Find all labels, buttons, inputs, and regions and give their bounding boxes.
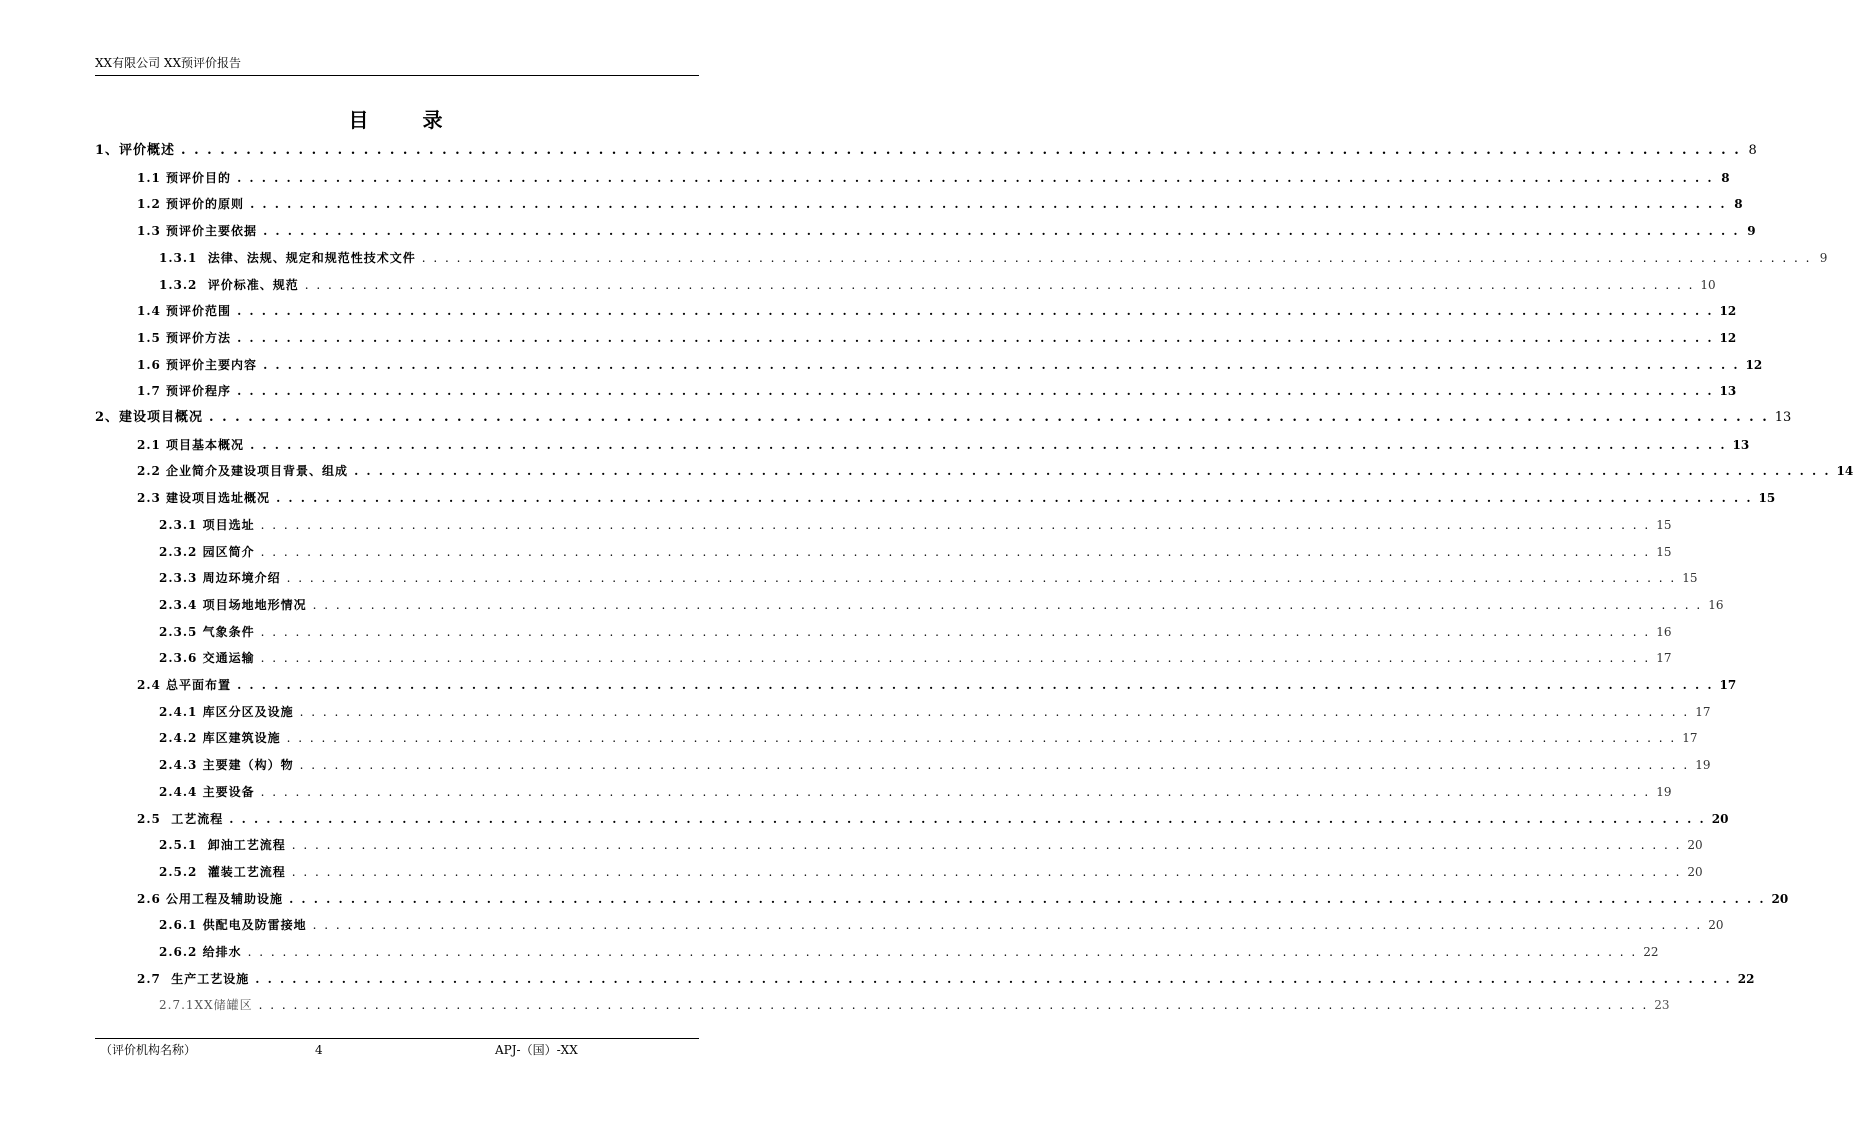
toc-entry[interactable] (159, 595, 1724, 615)
toc-entry[interactable] (137, 194, 1743, 214)
toc-entry-page: 8 (1721, 170, 1730, 185)
toc-entry-page: 17 (1682, 731, 1698, 746)
toc-entry-page: 20 (1771, 891, 1789, 906)
toc-entry[interactable] (137, 168, 1730, 188)
toc-entry-label: 1.6 预评价主要内容 (137, 357, 258, 372)
toc-entry-page: 20 (1687, 864, 1703, 879)
toc-entry[interactable] (137, 355, 1763, 375)
toc-entry[interactable] (137, 435, 1750, 455)
toc-entry-label: 1.3.2 评价标准、规范 (159, 277, 299, 292)
header-text: XX有限公司 XX预评价报告 (95, 56, 241, 70)
toc-entry[interactable] (137, 675, 1737, 695)
toc-leader-dots: . . . . . . . . . . . . . . . . . . . . . . . . . . . . . . . . . . . . . . . . . . . . . . . . . . . . . . . . . . . . . . . . . . . . . . . . . . . . . . . . . . . . . . . . . . . . . . . . . . . . . . . . . . . . . . . . . . . . . . . . (237, 330, 1714, 345)
toc-entry-label: 1.1 预评价目的 (137, 170, 232, 185)
toc-entry[interactable] (159, 782, 1672, 802)
toc-entry-page: 20 (1711, 811, 1729, 826)
toc-entry[interactable] (159, 862, 1703, 882)
toc-entry-label: 2.3.3 周边环境介绍 (159, 571, 281, 586)
toc-leader-dots: . . . . . . . . . . . . . . . . . . . . . . . . . . . . . . . . . . . . . . . . . . . . . . . . . . . . . . . . . . . . . . . . . . . . . . . . . . . . . . . . . . . . . . . . . . . . . . . . . . . . . . . . . . . . . . . . . . . . . . . . (237, 170, 1714, 185)
footer-org-name: （评价机构名称） (100, 1043, 197, 1057)
toc-leader-dots: . . . . . . . . . . . . . . . . . . . . . . . . . . . . . . . . . . . . . . . . . . . . . . . . . . . . . . . . . . . . . . . . . . . . . . . . . . . . . . . . . . . . . . . . . . . . . . . . . . . . . . . . . . . . . . . . . . . . . . . . (263, 224, 1740, 239)
toc-entry-page: 15 (1656, 517, 1672, 532)
toc-entry[interactable] (159, 702, 1711, 722)
toc-entry[interactable] (159, 622, 1672, 642)
toc-entry-page: 15 (1656, 544, 1672, 559)
toc-entry-label: 2、建设项目概况 (95, 410, 204, 425)
toc-entry-page: 12 (1745, 357, 1763, 372)
toc-entry-label: 2.2 企业简介及建设项目背景、组成 (137, 464, 349, 479)
toc-entry[interactable] (137, 221, 1756, 241)
toc-leader-dots: . . . . . . . . . . . . . . . . . . . . . . . . . . . . . . . . . . . . . . . . . . . . . . . . . . . . . . . . . . . . . . . . . . . . . . . . . . . . . . . . . . . . . . . . . . . . . . . . . . . . . . . . . . . . . . . . . . . . . . . . (286, 731, 1677, 746)
toc-entry-label: 2.4.4 主要设备 (159, 784, 255, 799)
toc-entry-label: 2.4 总平面布置 (137, 678, 232, 692)
toc-entry-label: 2.7 生产工艺设施 (137, 971, 250, 986)
toc-entry-page: 17 (1656, 651, 1672, 666)
toc-entry-page: 9 (1819, 250, 1828, 265)
page-header (95, 55, 699, 76)
toc-entry[interactable] (159, 248, 1828, 268)
toc-entry[interactable] (159, 515, 1672, 535)
toc-leader-dots: . . . . . . . . . . . . . . . . . . . . . . . . . . . . . . . . . . . . . . . . . . . . . . . . . . . . . . . . . . . . . . . . . . . . . . . . . . . . . . . . . . . . . . . . . . . . . . . . . . . . . . . . . . . . . . . . . . . . . . . . (304, 277, 1695, 292)
toc-entry[interactable] (95, 408, 1792, 428)
toc-leader-dots: . . . . . . . . . . . . . . . . . . . . . . . . . . . . . . . . . . . . . . . . . . . . . . . . . . . . . . . . . . . . . . . . . . . . . . . . . . . . . . . . . . . . . . . . . . . . . . . . . . . . . . . . . . . . . . . . . . . . . . . . (181, 143, 1741, 158)
toc-leader-dots: . . . . . . . . . . . . . . . . . . . . . . . . . . . . . . . . . . . . . . . . . . . . . . . . . . . . . . . . . . . . . . . . . . . . . . . . . . . . . . . . . . . . . . . . . . . . . . . . . . . . . . . . . . . . . . . . . . . . . . . . (286, 571, 1677, 586)
toc-leader-dots: . . . . . . . . . . . . . . . . . . . . . . . . . . . . . . . . . . . . . . . . . . . . . . . . . . . . . . . . . . . . . . . . . . . . . . . . . . . . . . . . . . . . . . . . . . . . . . . . . . . . . . . . . . . . . . . . . . . . . . . . (260, 784, 1651, 799)
toc-entry-label: 2.6.2 给排水 (159, 945, 242, 959)
toc-entry-page: 17 (1719, 678, 1737, 692)
toc-entry-label: 2.4.2 库区建筑设施 (159, 731, 281, 746)
toc-leader-dots: . . . . . . . . . . . . . . . . . . . . . . . . . . . . . . . . . . . . . . . . . . . . . . . . . . . . . . . . . . . . . . . . . . . . . . . . . . . . . . . . . . . . . . . . . . . . . . . . . . . . . . . . . . . . . . . . . . . . . . . . (260, 517, 1651, 532)
toc-leader-dots: . . . . . . . . . . . . . . . . . . . . . . . . . . . . . . . . . . . . . . . . . . . . . . . . . . . . . . . . . . . . . . . . . . . . . . . . . . . . . . . . . . . . . . . . . . . . . . . . . . . . . . . . . . . . . . . . . . . . . . . . (263, 357, 1740, 372)
toc-entry-page: 19 (1656, 784, 1672, 799)
toc-leader-dots: . . . . . . . . . . . . . . . . . . . . . . . . . . . . . . . . . . . . . . . . . . . . . . . . . . . . . . . . . . . . . . . . . . . . . . . . . . . . . . . . . . . . . . . . . . . . . . . . . . . . . . . . . . . . . . . . . . . . . . . . (291, 864, 1682, 879)
toc-entry-page: 8 (1748, 143, 1757, 158)
toc-entry[interactable] (159, 755, 1711, 775)
toc-leader-dots: . . . . . . . . . . . . . . . . . . . . . . . . . . . . . . . . . . . . . . . . . . . . . . . . . . . . . . . . . . . . . . . . . . . . . . . . . . . . . . . . . . . . . . . . . . . . . . . . . . . . . . . . . . . . . . . . . . . . . . . . (299, 758, 1690, 773)
toc-leader-dots: . . . . . . . . . . . . . . . . . . . . . . . . . . . . . . . . . . . . . . . . . . . . . . . . . . . . . . . . . . . . . . . . . . . . . . . . . . . . . . . . . . . . . . . . . . . . . . . . . . . . . . . . . . . . . . . . . . . . . . . . (260, 651, 1651, 666)
toc-entry-label: 2.7.1XX储罐区 (159, 998, 253, 1013)
toc-entry[interactable] (159, 915, 1724, 935)
toc-entry-page: 13 (1732, 437, 1750, 452)
toc-entry-label: 1.7 预评价程序 (137, 384, 232, 399)
toc-entry-page: 9 (1747, 224, 1756, 239)
toc-entry-page: 19 (1695, 758, 1711, 773)
toc-entry-label: 2.3.6 交通运输 (159, 651, 255, 666)
toc-entry[interactable] (137, 809, 1729, 829)
toc-title-right: 录 (422, 108, 445, 132)
toc-leader-dots: . . . . . . . . . . . . . . . . . . . . . . . . . . . . . . . . . . . . . . . . . . . . . . . . . . . . . . . . . . . . . . . . . . . . . . . . . . . . . . . . . . . . . . . . . . . . . . . . . . . . . . . . . . . . . . . . . . . . . . . . (312, 918, 1703, 933)
toc-entry-page: 20 (1687, 838, 1703, 853)
toc-entry-page: 16 (1656, 624, 1672, 639)
toc-entry[interactable] (159, 995, 1670, 1015)
toc-entry-page: 12 (1719, 330, 1737, 345)
toc-entry-label: 2.6 公用工程及辅助设施 (137, 891, 284, 906)
toc-entry[interactable] (159, 942, 1659, 962)
toc-entry-label: 1.4 预评价范围 (137, 304, 232, 319)
toc-entry-page: 8 (1734, 197, 1743, 212)
toc-entry[interactable] (137, 889, 1789, 909)
toc-entry[interactable] (137, 461, 1853, 481)
footer-doc-code: APJ-（国）-XX (495, 1043, 578, 1057)
toc-entry-page: 14 (1836, 464, 1853, 479)
toc-leader-dots: . . . . . . . . . . . . . . . . . . . . . . . . . . . . . . . . . . . . . . . . . . . . . . . . . . . . . . . . . . . . . . . . . . . . . . . . . . . . . . . . . . . . . . . . . . . . . . . . . . . . . . . . . . . . . . . . . . . . . . . . (250, 197, 1727, 212)
toc-leader-dots: . . . . . . . . . . . . . . . . . . . . . . . . . . . . . . . . . . . . . . . . . . . . . . . . . . . . . . . . . . . . . . . . . . . . . . . . . . . . . . . . . . . . . . . . . . . . . . . . . . . . . . . . . . . . . . . . . . . . . . . . (258, 998, 1649, 1013)
toc-entry-label: 2.3.5 气象条件 (159, 624, 255, 639)
toc-leader-dots: . . . . . . . . . . . . . . . . . . . . . . . . . . . . . . . . . . . . . . . . . . . . . . . . . . . . . . . . . . . . . . . . . . . . . . . . . . . . . . . . . . . . . . . . . . . . . . . . . . . . . . . . . . . . . . . . . . . . . . . . (237, 678, 1714, 692)
toc-entry-page: 23 (1654, 998, 1670, 1013)
toc-entry[interactable] (137, 301, 1737, 321)
toc-entry-page: 12 (1719, 304, 1737, 319)
toc-entry-label: 2.3 建设项目选址概况 (137, 491, 271, 506)
toc-entry-page: 16 (1708, 597, 1724, 612)
toc-leader-dots: . . . . . . . . . . . . . . . . . . . . . . . . . . . . . . . . . . . . . . . . . . . . . . . . . . . . . . . . . . . . . . . . . . . . . . . . . . . . . . . . . . . . . . . . . . . . . . . . . . . . . . . . . . . . . . . . . . . . . . . . (237, 384, 1714, 399)
toc-leader-dots: . . . . . . . . . . . . . . . . . . . . . . . . . . . . . . . . . . . . . . . . . . . . . . . . . . . . . . . . . . . . . . . . . . . . . . . . . . . . . . . . . . . . . . . . . . . . . . . . . . . . . . . . . . . . . . . . . . . . . . . . (421, 250, 1812, 265)
toc-entry-label: 1.3.1 法律、法规、规定和规范性技术文件 (159, 250, 416, 265)
toc-entry-page: 17 (1695, 704, 1711, 719)
toc-leader-dots: . . . . . . . . . . . . . . . . . . . . . . . . . . . . . . . . . . . . . . . . . . . . . . . . . . . . . . . . . . . . . . . . . . . . . . . . . . . . . . . . . . . . . . . . . . . . . . . . . . . . . . . . . . . . . . . . . . . . . . . . (255, 971, 1732, 986)
toc-leader-dots: . . . . . . . . . . . . . . . . . . . . . . . . . . . . . . . . . . . . . . . . . . . . . . . . . . . . . . . . . . . . . . . . . . . . . . . . . . . . . . . . . . . . . . . . . . . . . . . . . . . . . . . . . . . . . . . . . . . . . . . . (209, 410, 1769, 425)
toc-entry-page: 10 (1700, 277, 1716, 292)
toc-leader-dots: . . . . . . . . . . . . . . . . . . . . . . . . . . . . . . . . . . . . . . . . . . . . . . . . . . . . . . . . . . . . . . . . . . . . . . . . . . . . . . . . . . . . . . . . . . . . . . . . . . . . . . . . . . . . . . . . . . . . . . . . (250, 437, 1727, 452)
toc-leader-dots: . . . . . . . . . . . . . . . . . . . . . . . . . . . . . . . . . . . . . . . . . . . . . . . . . . . . . . . . . . . . . . . . . . . . . . . . . . . . . . . . . . . . . . . . . . . . . . . . . . . . . . . . . . . . . . . . . . . . . . . . (260, 544, 1651, 559)
toc-leader-dots: . . . . . . . . . . . . . . . . . . . . . . . . . . . . . . . . . . . . . . . . . . . . . . . . . . . . . . . . . . . . . . . . . . . . . . . . . . . . . . . . . . . . . . . . . . . . . . . . . . . . . . . . . . . . . . . . . . . . . . . . (289, 891, 1766, 906)
toc-entry-label: 2.5.1 卸油工艺流程 (159, 838, 286, 853)
toc-entry[interactable] (137, 969, 1755, 989)
toc-entry[interactable] (137, 328, 1737, 348)
toc-leader-dots: . . . . . . . . . . . . . . . . . . . . . . . . . . . . . . . . . . . . . . . . . . . . . . . . . . . . . . . . . . . . . . . . . . . . . . . . . . . . . . . . . . . . . . . . . . . . . . . . . . . . . . . . . . . . . . . . . . . . . . . . (354, 464, 1831, 479)
toc-entry-page: 15 (1682, 571, 1698, 586)
toc-entry-page: 22 (1643, 945, 1659, 959)
page-footer (95, 1038, 699, 1059)
toc-entry[interactable] (95, 141, 1757, 161)
toc-entry-page: 13 (1719, 384, 1737, 399)
toc-entry-label: 2.4.1 库区分区及设施 (159, 704, 294, 719)
toc-entry-label: 2.6.1 供配电及防雷接地 (159, 918, 307, 933)
toc-leader-dots: . . . . . . . . . . . . . . . . . . . . . . . . . . . . . . . . . . . . . . . . . . . . . . . . . . . . . . . . . . . . . . . . . . . . . . . . . . . . . . . . . . . . . . . . . . . . . . . . . . . . . . . . . . . . . . . . . . . . . . . . (237, 304, 1714, 319)
toc-leader-dots: . . . . . . . . . . . . . . . . . . . . . . . . . . . . . . . . . . . . . . . . . . . . . . . . . . . . . . . . . . . . . . . . . . . . . . . . . . . . . . . . . . . . . . . . . . . . . . . . . . . . . . . . . . . . . . . . . . . . . . . . (291, 838, 1682, 853)
toc-leader-dots: . . . . . . . . . . . . . . . . . . . . . . . . . . . . . . . . . . . . . . . . . . . . . . . . . . . . . . . . . . . . . . . . . . . . . . . . . . . . . . . . . . . . . . . . . . . . . . . . . . . . . . . . . . . . . . . . . . . . . . . . (276, 491, 1753, 506)
toc-entry-label: 1.5 预评价方法 (137, 330, 232, 345)
toc-entry-page: 13 (1774, 410, 1792, 425)
toc-entry-label: 2.1 项目基本概况 (137, 437, 245, 452)
toc-leader-dots: . . . . . . . . . . . . . . . . . . . . . . . . . . . . . . . . . . . . . . . . . . . . . . . . . . . . . . . . . . . . . . . . . . . . . . . . . . . . . . . . . . . . . . . . . . . . . . . . . . . . . . . . . . . . . . . . . . . . . . . . (312, 597, 1703, 612)
toc-entry-page: 15 (1758, 491, 1776, 506)
toc-leader-dots: . . . . . . . . . . . . . . . . . . . . . . . . . . . . . . . . . . . . . . . . . . . . . . . . . . . . . . . . . . . . . . . . . . . . . . . . . . . . . . . . . . . . . . . . . . . . . . . . . . . . . . . . . . . . . . . . . . . . . . . . (299, 704, 1690, 719)
toc-title-left: 目 (348, 108, 371, 132)
toc-leader-dots: . . . . . . . . . . . . . . . . . . . . . . . . . . . . . . . . . . . . . . . . . . . . . . . . . . . . . . . . . . . . . . . . . . . . . . . . . . . . . . . . . . . . . . . . . . . . . . . . . . . . . . . . . . . . . . . . . . . . . . . . (260, 624, 1651, 639)
toc-entry-label: 1.3 预评价主要依据 (137, 224, 258, 239)
toc-entry-page: 20 (1708, 918, 1724, 933)
toc-entry-label: 1、评价概述 (95, 143, 176, 158)
toc-entry[interactable] (159, 275, 1716, 295)
toc-entry[interactable] (137, 381, 1737, 401)
toc-leader-dots: . . . . . . . . . . . . . . . . . . . . . . . . . . . . . . . . . . . . . . . . . . . . . . . . . . . . . . . . . . . . . . . . . . . . . . . . . . . . . . . . . . . . . . . . . . . . . . . . . . . . . . . . . . . . . . . . . . . . . . . . (229, 811, 1706, 826)
toc-entry[interactable] (159, 728, 1698, 748)
toc-entry-label: 2.5.2 灌装工艺流程 (159, 864, 286, 879)
toc-entry[interactable] (159, 835, 1703, 855)
toc-entry[interactable] (137, 488, 1776, 508)
toc-entry[interactable] (159, 542, 1672, 562)
toc-entry-label: 2.5 工艺流程 (137, 811, 224, 826)
toc-entry-label: 2.3.1 项目选址 (159, 517, 255, 532)
toc-leader-dots: . . . . . . . . . . . . . . . . . . . . . . . . . . . . . . . . . . . . . . . . . . . . . . . . . . . . . . . . . . . . . . . . . . . . . . . . . . . . . . . . . . . . . . . . . . . . . . . . . . . . . . . . . . . . . . . . . . . . . . . . (247, 945, 1638, 959)
footer-page-number: 4 (315, 1043, 323, 1057)
toc-entry-label: 1.2 预评价的原则 (137, 197, 245, 212)
toc-title (0, 104, 793, 133)
toc-entry[interactable] (159, 568, 1698, 588)
toc-entry-page: 22 (1737, 971, 1755, 986)
toc-entry-label: 2.3.2 园区简介 (159, 544, 255, 559)
toc-entry-label: 2.4.3 主要建（构）物 (159, 758, 294, 773)
toc-entry-label: 2.3.4 项目场地地形情况 (159, 597, 307, 612)
toc-entry[interactable] (159, 648, 1672, 668)
